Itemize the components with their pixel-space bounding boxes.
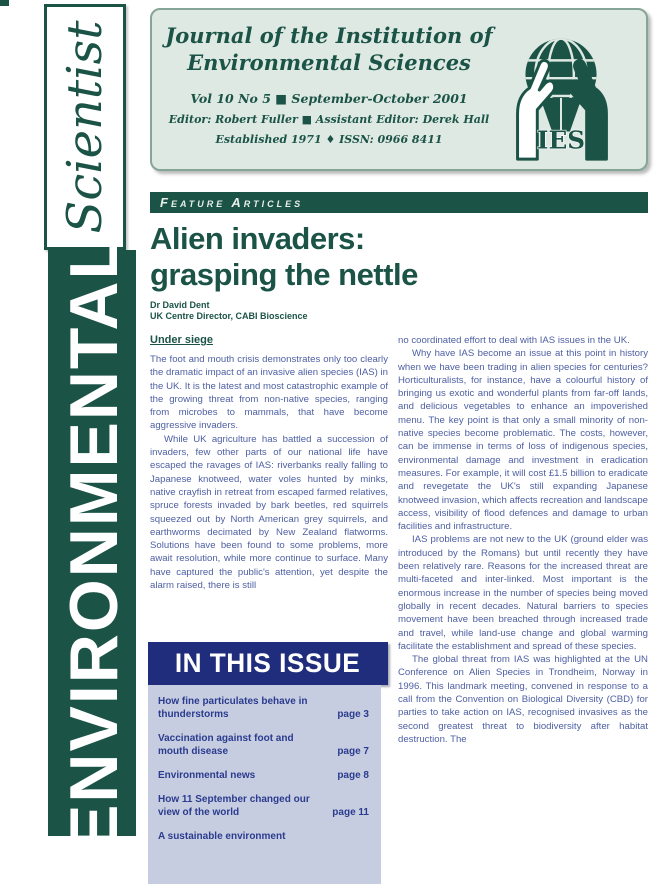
journal-title-line1: Journal of the Institution of <box>165 23 493 48</box>
body-paragraph: The foot and mouth crisis demonstrates only too clearly the dramatic impact of an invasive alien species (IAS) in the UK. It is the latest and most catastrophic example of the growing threat from non-native species, ranging from microbes to mammals, that have become aggressive invaders. <box>150 354 388 432</box>
in-this-issue-header <box>148 642 388 685</box>
masthead-environmental-text: ENVIRONMENTAL <box>56 235 132 850</box>
issue-item <box>158 830 371 843</box>
issue-item <box>158 793 371 819</box>
in-this-issue-box <box>148 642 390 884</box>
feature-articles-label: Feature Articles <box>160 195 304 210</box>
body-paragraph: IAS problems are not new to the UK (ground elder was introduced by the Romans) but until recently they have been relatively rare. Reasons for the increased threat are multi-faceted and inter-linked. Most important is the enormous increase in the number of species being moved globally in recent decades. Natural barriers to species movement have been breached through increased trade and travel, while land-use change and global warming facilitate the establishment and spread of these species. <box>398 534 648 652</box>
article-title-line1: Alien invaders: <box>150 221 365 256</box>
body-column-left <box>150 334 388 592</box>
issue-item-page: page 7 <box>337 746 369 757</box>
article-title <box>150 221 418 293</box>
masthead-scientist-text: Scientist <box>57 20 113 234</box>
body-paragraph: Why have IAS become an issue at this point in history when we have been trading in alien species for centuries? Horticulturalists, for instance, have a colourful history of bringing us exotic and wonderful plants from far-off lands, and delicious vegetables to enhance an impoverished menu. The key point is that only a small minority of non-native species become problematic. The costs, however, can be immense in terms of loss of indigenous species, environmental damage and investment in eradication measures. For example, it will cost £1.5 billion to eradicate and revegetate the UK's still expanding Japanese knotweed invasion, which affects recreation and landscape access, visibility of flood defences and damage to urban facilities and infrastructure. <box>398 348 648 533</box>
issue-item <box>158 695 371 721</box>
in-this-issue-list <box>148 685 381 884</box>
masthead-scientist-box <box>44 4 126 250</box>
issn-line: Established 1971 ♦ ISSN: 0966 8411 <box>215 133 443 146</box>
feature-articles-banner <box>150 192 648 213</box>
section-subhead: Under siege <box>150 334 213 346</box>
column-right-paragraphs <box>398 334 648 746</box>
body-paragraph: no coordinated effort to deal with IAS issues in the UK. <box>398 335 630 346</box>
volume-line: Vol 10 No 5 ■ September-October 2001 <box>190 91 468 106</box>
issue-item <box>158 732 371 758</box>
masthead-vertical-bar <box>48 235 136 850</box>
journal-header-box <box>150 8 648 171</box>
journal-header-text <box>162 22 496 153</box>
article-title-line2: grasping the nettle <box>150 257 418 292</box>
column-left-paragraphs <box>150 353 388 592</box>
author-name: Dr David Dent <box>150 300 210 310</box>
journal-meta <box>162 91 496 146</box>
issue-item-title: How 11 September changed our view of the world <box>158 794 310 818</box>
author-role: UK Centre Director, CABI Bioscience <box>150 311 308 321</box>
author-block <box>150 300 308 322</box>
issue-item-title: A sustainable environment <box>158 831 286 842</box>
issue-item-page: page 3 <box>337 709 369 720</box>
issue-item <box>158 769 371 782</box>
issue-item-page: page 11 <box>332 807 369 818</box>
issue-item-page: page 8 <box>337 770 369 781</box>
ies-hands-globe-logo <box>482 18 640 166</box>
body-paragraph: While UK agriculture has battled a succession of invaders, few other parts of our national life have escaped the ravages of IAS: riverbanks really falling to Japanese knotweed, water voles hunted by minks, native crayfish in retreat from escaped farmed relatives, spruce forests invaded by bark beetles, red squirrels squeezed out by North American grey squirrels, and earthworms decimated by New Zealand flatworms. Solutions have been found to some problems, more await resolution, while more continue to surface. Many have captured the public's attention, yet despite the alarm raised, there is still <box>150 433 388 592</box>
body-column-right <box>398 334 648 746</box>
body-paragraph: The global threat from IAS was highlighted at the UN Conference on Alien Species in Trondheim, Norway in 1996. This landmark meeting, convened in response to a call from the Convention on Biological Diversity (CBD) for parties to take action on IAS, recognised invasives as the second greatest threat to biodiversity after habitat destruction. The <box>398 654 648 745</box>
issue-item-title: Environmental news <box>158 770 256 781</box>
issue-item-title: How fine particulates behave in thunderstorms <box>158 696 308 720</box>
corner-mark <box>0 0 9 6</box>
ies-logo-text: IES <box>536 125 586 155</box>
issue-item-title: Vaccination against foot and mouth disease <box>158 733 294 757</box>
editor-line: Editor: Robert Fuller ■ Assistant Editor: Derek Hall <box>168 113 490 126</box>
journal-title-line2: Environmental Sciences <box>187 50 471 75</box>
in-this-issue-title: IN THIS ISSUE <box>175 648 361 678</box>
